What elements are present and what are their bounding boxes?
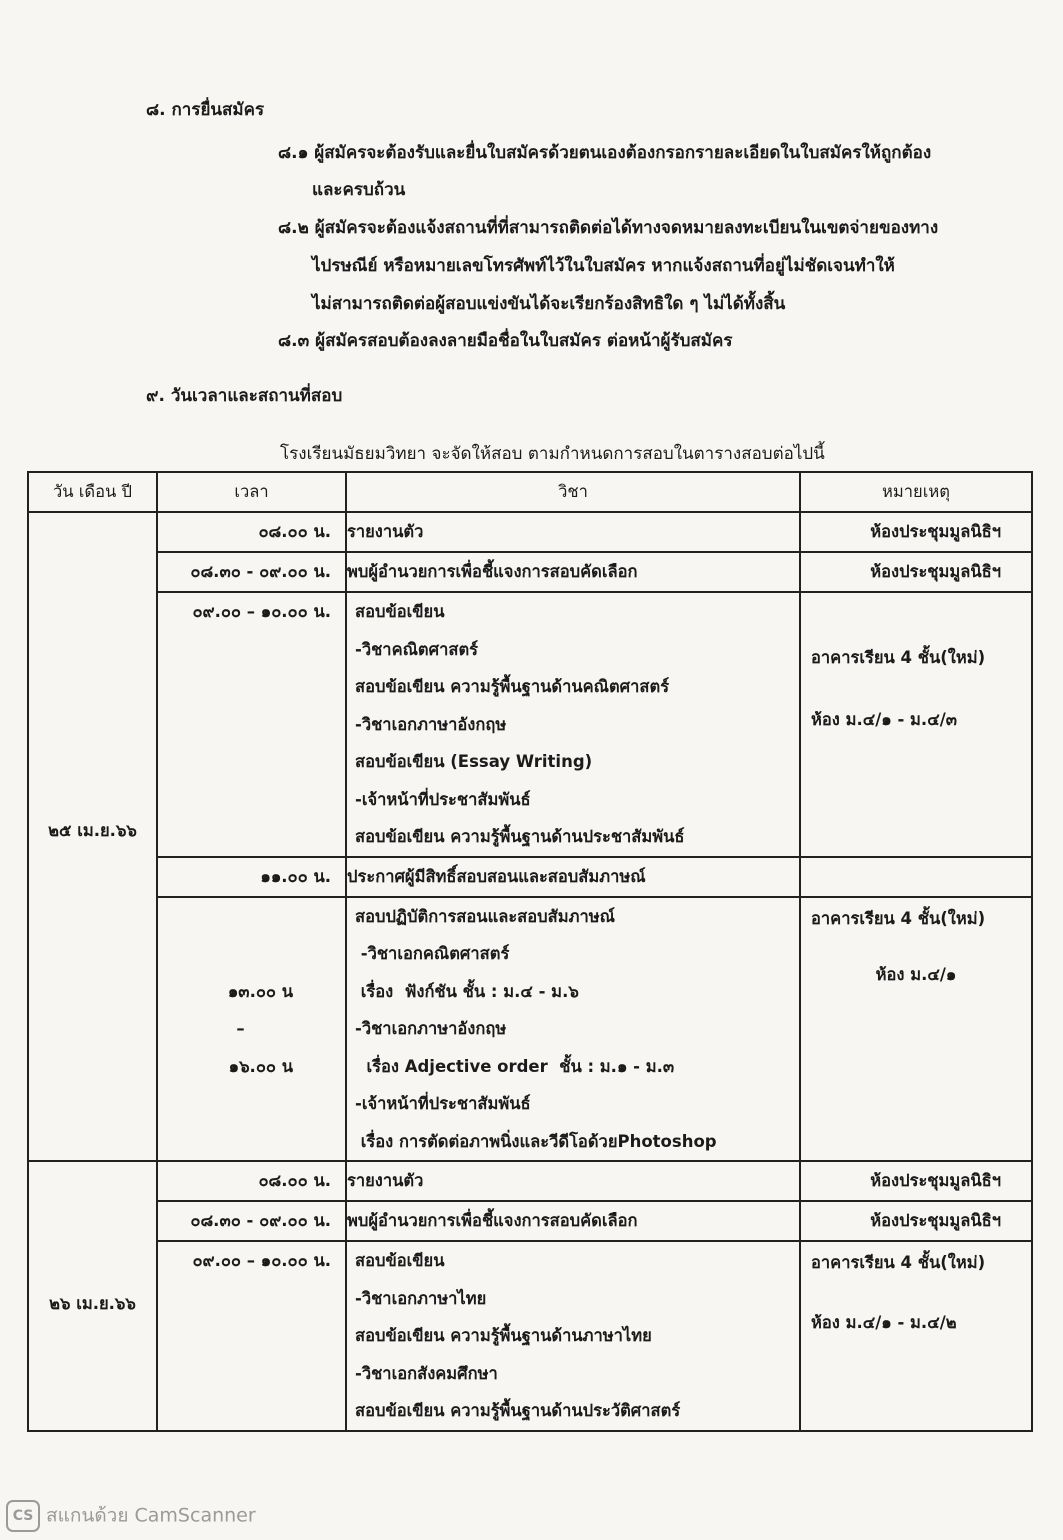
table-row bbox=[28, 592, 1032, 857]
header-date: วัน เดือน ปี bbox=[28, 472, 157, 512]
table-row bbox=[28, 512, 1032, 552]
subject-line: สอบปฏิบัติการสอนและสอบสัมภาษณ์ bbox=[355, 906, 615, 926]
camscanner-watermark bbox=[6, 1500, 256, 1532]
subject-line: -วิชาเอกสังคมศึกษา bbox=[355, 1363, 498, 1383]
table-row bbox=[28, 1241, 1032, 1431]
subject-line: -วิชาเอกภาษาไทย bbox=[355, 1288, 487, 1308]
note-cell: ห้องประชุมมูลนิธิฯ bbox=[800, 1161, 1032, 1201]
subject-line: สอบข้อเขียน ความรู้พื้นฐานด้านประชาสัมพันธ์ bbox=[355, 827, 685, 846]
time-cell: ๐๘.๓๐ - ๐๙.๐๐ น. bbox=[157, 1201, 346, 1241]
note-building: อาคารเรียน 4 ชั้น(ใหม่) bbox=[811, 648, 986, 667]
table-row bbox=[28, 552, 1032, 592]
subject-line: -วิชาเอกภาษาอังกฤษ bbox=[355, 1019, 507, 1038]
subject-cell: ประกาศผู้มีสิทธิ์สอบสอนและสอบสัมภาษณ์ bbox=[346, 857, 800, 897]
note-room: ห้อง ม.๔/๑ bbox=[875, 964, 957, 984]
subject-line: สอบข้อเขียน ความรู้พื้นฐานด้านคณิตศาสตร์ bbox=[355, 677, 670, 696]
subject-cell bbox=[346, 897, 800, 1162]
table-row bbox=[28, 1161, 1032, 1201]
subject-line: -เจ้าหน้าที่ประชาสัมพันธ์ bbox=[355, 789, 531, 809]
subject-line: -เจ้าหน้าที่ประชาสัมพันธ์ bbox=[355, 1094, 531, 1113]
subject-line: สอบข้อเขียน bbox=[355, 602, 445, 621]
note-cell: ห้องประชุมมูลนิธิฯ bbox=[800, 552, 1032, 592]
table-row bbox=[28, 1201, 1032, 1241]
subject-line: สอบข้อเขียน ความรู้พื้นฐานด้านภาษาไทย bbox=[355, 1326, 652, 1345]
header-note: หมายเหตุ bbox=[800, 472, 1032, 512]
time-cell: ๐๙.๐๐ – ๑๐.๐๐ น. bbox=[157, 592, 346, 857]
section8-item-1-cont: และครบถ้วน bbox=[312, 180, 406, 200]
subject-line: เรื่อง ฟังก์ชัน ชั้น : ม.๔ - ม.๖ bbox=[355, 981, 579, 1001]
note-cell: ห้องประชุมมูลนิธิฯ bbox=[800, 512, 1032, 552]
subject-line: สอบข้อเขียน ความรู้พื้นฐานด้านประวัติศาสตร์ bbox=[355, 1401, 681, 1420]
note-building: อาคารเรียน 4 ชั้น(ใหม่) bbox=[811, 1253, 986, 1272]
subject-line: เรื่อง Adjective order ชั้น : ม.๑ - ม.๓ bbox=[355, 1056, 675, 1076]
section8-item-2-cont2: ไม่สามารถติดต่อผู้สอบแข่งขันได้จะเรียกร้องสิทธิใด ๆ ไม่ได้ทั้งสิ้น bbox=[312, 294, 786, 314]
time-start: ๑๓.๐๐ น bbox=[227, 981, 293, 1001]
header-subject: วิชา bbox=[346, 472, 800, 512]
subject-cell: รายงานตัว bbox=[346, 1161, 800, 1201]
note-cell: ห้องประชุมมูลนิธิฯ bbox=[800, 1201, 1032, 1241]
note-cell bbox=[800, 897, 1032, 1162]
section9-intro: โรงเรียนมัธยมวิทยา จะจัดให้สอบ ตามกำหนดการสอบในตารางสอบต่อไปนี้ bbox=[280, 444, 825, 464]
time-cell: ๐๘.๐๐ น. bbox=[157, 1161, 346, 1201]
date-day1: ๒๕ เม.ย.๖๖ bbox=[48, 820, 137, 840]
subject-line: -วิชาคณิตศาสตร์ bbox=[355, 639, 479, 659]
subject-cell: พบผู้อำนวยการเพื่อชี้แจงการสอบคัดเลือก bbox=[346, 1201, 800, 1241]
table-row bbox=[28, 897, 1032, 1162]
time-dash: – bbox=[236, 1019, 245, 1038]
date-day2: ๒๖ เม.ย.๖๖ bbox=[49, 1293, 136, 1313]
section9-title: ๙. วันเวลาและสถานที่สอบ bbox=[146, 386, 343, 406]
subject-line: สอบข้อเขียน (Essay Writing) bbox=[355, 752, 593, 771]
exam-schedule-table bbox=[27, 471, 1033, 1432]
time-cell: ๑๑.๐๐ น. bbox=[157, 857, 346, 897]
note-cell bbox=[800, 1241, 1032, 1431]
time-cell: ๐๘.๓๐ - ๐๙.๐๐ น. bbox=[157, 552, 346, 592]
subject-line: สอบข้อเขียน bbox=[355, 1251, 445, 1270]
camscanner-logo-icon: CS bbox=[6, 1500, 40, 1532]
subject-cell: รายงานตัว bbox=[346, 512, 800, 552]
section8-item-1: ๘.๑ ผู้สมัครจะต้องรับและยื่นใบสมัครด้วยตนเองต้องกรอกรายละเอียดในใบสมัครให้ถูกต้อง bbox=[278, 143, 932, 163]
subject-line: -วิชาเอกคณิตศาสตร์ bbox=[355, 944, 510, 963]
section8-item-2-cont1: ไปรษณีย์ หรือหมายเลขโทรศัพท์ไว้ในใบสมัคร หากแจ้งสถานที่อยู่ไม่ชัดเจนทำให้ bbox=[312, 256, 895, 276]
date-cell bbox=[28, 1161, 157, 1431]
header-time: เวลา bbox=[157, 472, 346, 512]
subject-cell: พบผู้อำนวยการเพื่อชี้แจงการสอบคัดเลือก bbox=[346, 552, 800, 592]
time-cell: ๐๘.๐๐ น. bbox=[157, 512, 346, 552]
time-cell bbox=[157, 897, 346, 1162]
time-end: ๑๖.๐๐ น bbox=[228, 1056, 293, 1076]
note-building: อาคารเรียน 4 ชั้น(ใหม่) bbox=[811, 908, 986, 928]
section8-item-2: ๘.๒ ผู้สมัครจะต้องแจ้งสถานที่ที่สามารถติดต่อได้ทางจดหมายลงทะเบียนในเขตจ่ายของทาง bbox=[278, 218, 939, 238]
subject-cell bbox=[346, 1241, 800, 1431]
note-room: ห้อง ม.๔/๑ - ม.๔/๓ bbox=[811, 710, 957, 729]
section8-title: ๘. การยื่นสมัคร bbox=[146, 100, 265, 120]
subject-line: -วิชาเอกภาษาอังกฤษ bbox=[355, 714, 507, 734]
note-cell-empty bbox=[800, 857, 1032, 897]
table-row bbox=[28, 857, 1032, 897]
date-cell bbox=[28, 512, 157, 1161]
subject-line: เรื่อง การตัดต่อภาพนิ่งและวีดีโอด้วยPhotoshop bbox=[355, 1131, 717, 1151]
note-room: ห้อง ม.๔/๑ - ม.๔/๒ bbox=[811, 1313, 957, 1332]
time-cell: ๐๙.๐๐ – ๑๐.๐๐ น. bbox=[157, 1241, 346, 1431]
table-header-row bbox=[28, 472, 1032, 512]
subject-cell bbox=[346, 592, 800, 857]
section8-item-3: ๘.๓ ผู้สมัครสอบต้องลงลายมือชื่อในใบสมัคร ต่อหน้าผู้รับสมัคร bbox=[278, 331, 733, 351]
note-cell bbox=[800, 592, 1032, 857]
watermark-text: สแกนด้วย CamScanner bbox=[46, 1504, 256, 1527]
